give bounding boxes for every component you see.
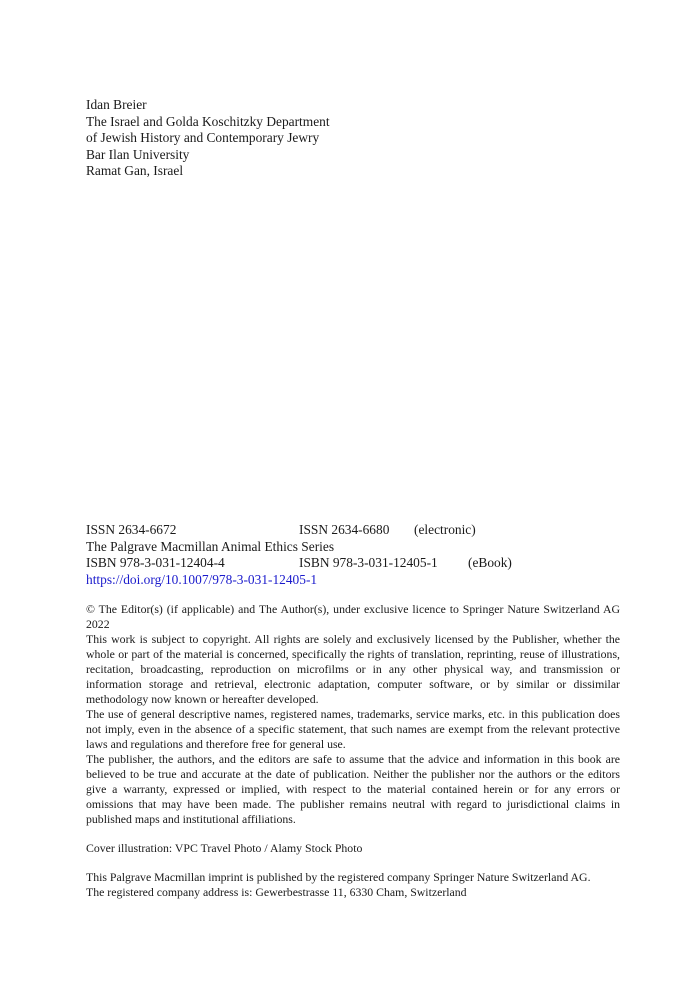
issn-print: ISSN 2634-6672 bbox=[86, 522, 177, 537]
doi-row bbox=[86, 572, 620, 589]
author-affiliation bbox=[86, 97, 330, 180]
university: Bar Ilan University bbox=[86, 146, 190, 162]
isbn-row bbox=[86, 555, 620, 572]
doi-link[interactable]: https://doi.org/10.1007/978-3-031-12405-1 bbox=[86, 571, 318, 587]
rights-notice: This work is subject to copyright. All rights are solely and exclusively licensed by the Publisher, whether the whole or part of the material is concerned, specifically the rights of translation, reprinting, reuse of illustrations, recitation, broadcasting, reproduction on microfilms or in any other physical way, and transmission or information storage and retrieval, electronic adaptation, computer software, or by similar or dissimilar methodology now known or hereafter developed. bbox=[86, 632, 620, 706]
imprint-line-2: The registered company address is: Gewerbestrasse 11, 6330 Cham, Switzerland bbox=[86, 885, 467, 899]
author-name: Idan Breier bbox=[86, 97, 147, 112]
legal-notice bbox=[86, 602, 620, 900]
trademark-notice: The use of general descriptive names, registered names, trademarks, service marks, etc. in this publication does not imply, even in the absence of a specific statement, that such names are exempt from the relevant protective laws and regulations and therefore free for general use. bbox=[86, 707, 620, 751]
department-line-1: The Israel and Golda Koschitzky Department bbox=[86, 113, 330, 129]
isbn-ebook: ISBN 978-3-031-12405-1 bbox=[299, 555, 438, 571]
isbn-ebook-label: (eBook) bbox=[468, 555, 512, 571]
department-line-2: of Jewish History and Contemporary Jewry bbox=[86, 130, 320, 146]
location: Ramat Gan, Israel bbox=[86, 163, 184, 179]
series-title: The Palgrave Macmillan Animal Ethics Series bbox=[86, 538, 335, 554]
bibliographic-info bbox=[86, 522, 620, 588]
isbn-print: ISBN 978-3-031-12404-4 bbox=[86, 555, 225, 571]
issn-electronic-label: (electronic) bbox=[414, 522, 476, 537]
disclaimer-notice: The publisher, the authors, and the editors are safe to assume that the advice and information in this book are believed to be true and accurate at the date of publication. Neither the publisher nor the authors or the editors give a warranty, expressed or implied, with respect to the material contained herein or for any errors or omissions that may have been made. The publisher remains neutral with regard to jurisdictional claims in published maps and institutional affiliations. bbox=[86, 752, 620, 826]
series-row bbox=[86, 539, 620, 556]
imprint-line-1: This Palgrave Macmillan imprint is published by the registered company Springer Nature Switzerland AG. bbox=[86, 870, 591, 884]
issn-row bbox=[86, 522, 620, 539]
cover-credit: Cover illustration: VPC Travel Photo / Alamy Stock Photo bbox=[86, 841, 363, 855]
issn-electronic: ISSN 2634-6680 bbox=[299, 522, 390, 537]
copyright-notice: © The Editor(s) (if applicable) and The Author(s), under exclusive licence to Springer Nature Switzerland AG 2022 bbox=[86, 602, 620, 631]
